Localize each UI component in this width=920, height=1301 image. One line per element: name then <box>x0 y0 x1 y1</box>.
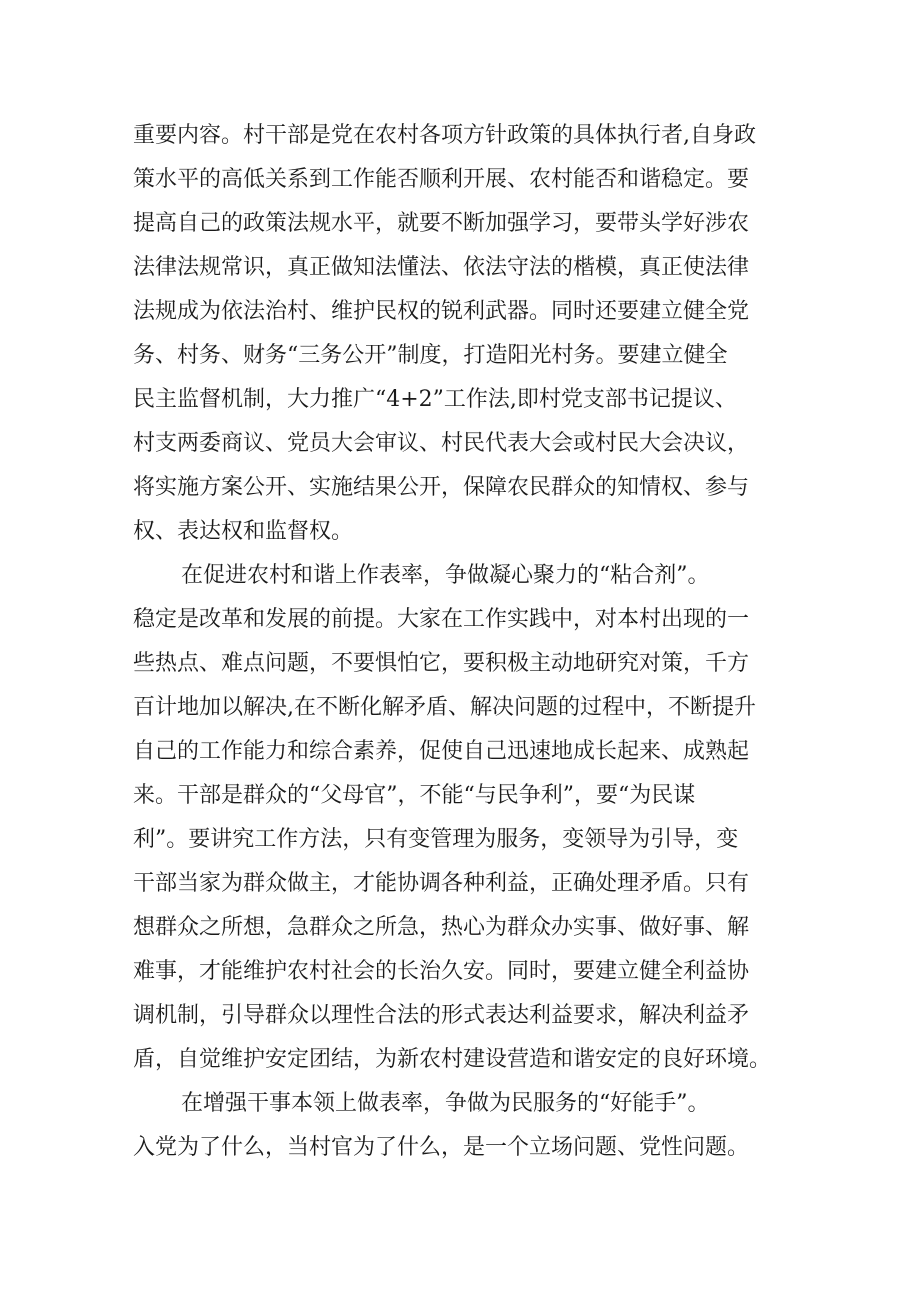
body-text-line: 利”。要讲究工作方法，只有变管理为服务，变领导为引导，变 <box>133 827 739 852</box>
body-text-line: 入党为了什么，当村官为了什么，是一个立场问题、党性问题。 <box>133 1135 750 1160</box>
body-text-line: 百计地加以解决,在不断化解矛盾、解决问题的过程中，不断提升 <box>133 695 756 720</box>
body-text-line: 稳定是改革和发展的前提。大家在工作实践中，对本村出现的一 <box>133 607 750 632</box>
section-heading-line: 在增强干事本领上做表率，争做为民服务的“好能手”。 <box>181 1091 710 1116</box>
body-text-line: 些热点、难点问题，不要惧怕它，要积极主动地研究对策，千方 <box>133 651 750 676</box>
body-text-line: 将实施方案公开、实施结果公开，保障农民群众的知情权、参与 <box>133 475 750 500</box>
body-text-line: 想群众之所想，急群众之所急，热心为群众办实事、做好事、解 <box>133 915 750 940</box>
body-text-line: 提高自己的政策法规水平，就要不断加强学习，要带头学好涉农 <box>133 211 750 236</box>
body-text-line: 重要内容。村干部是党在农村各项方针政策的具体执行者,自身政 <box>133 123 756 148</box>
body-text-line: 民主监督机制，大力推广“4+2”工作法,即村党支部书记提议、 <box>133 387 737 412</box>
body-text-line: 调机制，引导群众以理性合法的形式表达利益要求，解决利益矛 <box>133 1003 750 1028</box>
body-text-line: 来。干部是群众的“父母官”，不能“与民争利”，要“为民谋 <box>133 783 696 808</box>
body-text-line: 难事，才能维护农村社会的长治久安。同时，要建立健全利益协 <box>133 959 750 984</box>
body-text-line: 法规成为依法治村、维护民权的锐利武器。同时还要建立健全党 <box>133 299 750 324</box>
body-text-line: 村支两委商议、党员大会审议、村民代表大会或村民大会决议， <box>133 431 750 456</box>
body-text-line: 法律法规常识，真正做知法懂法、依法守法的楷模，真正使法律 <box>133 255 750 280</box>
body-text-line: 策水平的高低关系到工作能否顺利开展、农村能否和谐稳定。要 <box>133 167 750 192</box>
body-text-line: 自己的工作能力和综合素养，促使自己迅速地成长起来、成熟起 <box>133 739 750 764</box>
body-text-line: 干部当家为群众做主，才能协调各种利益，正确处理矛盾。只有 <box>133 871 750 896</box>
body-text-line: 盾，自觉维护安定团结，为新农村建设营造和谐安定的良好环境。 <box>133 1047 772 1072</box>
body-text-line: 务、村务、财务“三务公开”制度，打造阳光村务。要建立健全 <box>133 343 728 368</box>
body-text-line: 权、表达权和监督权。 <box>133 519 354 544</box>
section-heading-line: 在促进农村和谐上作表率，争做凝心聚力的“粘合剂”。 <box>181 563 710 588</box>
